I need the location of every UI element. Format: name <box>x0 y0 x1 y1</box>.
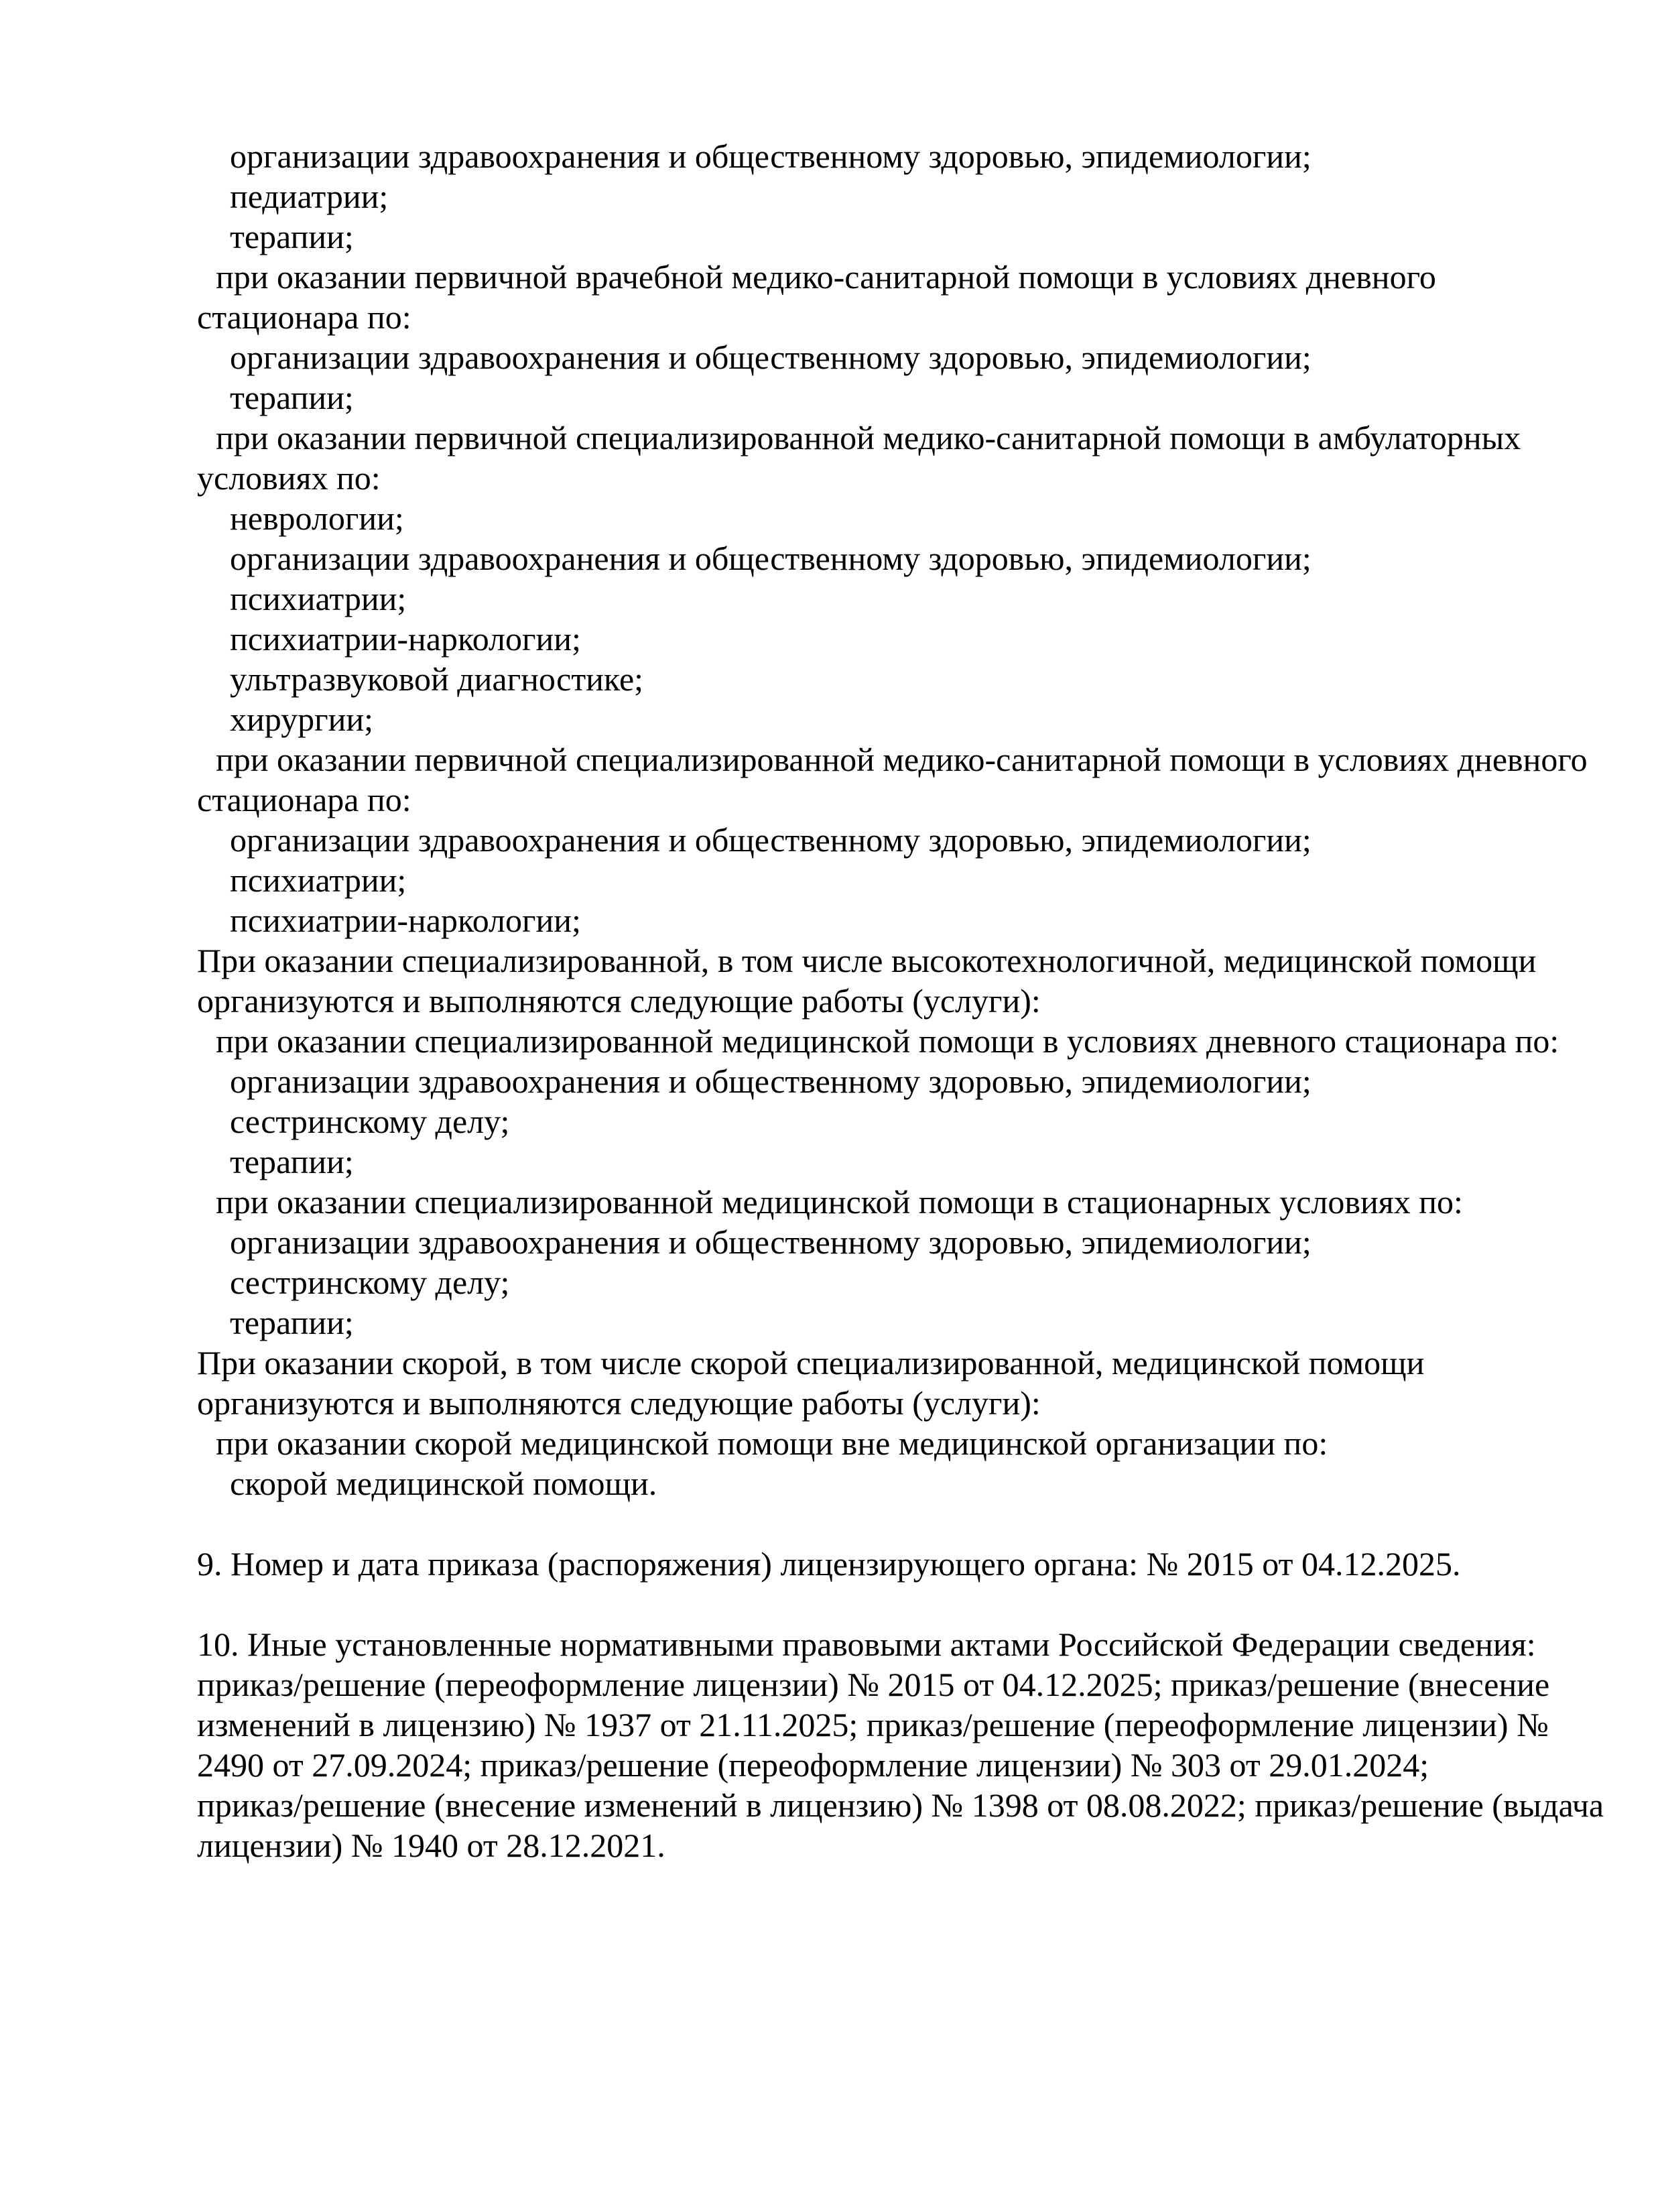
text-line: изменений в лицензию) № 1937 от 21.11.2025; приказ/решение (переоформление лицензии) № <box>197 1706 1549 1743</box>
text-line: неврологии; <box>230 499 404 537</box>
text-line: организации здравоохранения и общественному здоровью, эпидемиологии; <box>230 1062 1312 1100</box>
text-line: ультразвуковой диагностике; <box>230 660 644 698</box>
text-line: психиатрии-наркологии; <box>230 620 581 658</box>
text-line: скорой медицинской помощи. <box>230 1465 657 1502</box>
text-line: сестринскому делу; <box>230 1264 510 1301</box>
text-line: сестринскому делу; <box>230 1103 510 1140</box>
text-line: при оказании первичной врачебной медико-санитарной помощи в условиях дневного <box>216 258 1436 296</box>
text-line: организуются и выполняются следующие работы (услуги): <box>197 1384 1041 1422</box>
text-line: лицензии) № 1940 от 28.12.2021. <box>197 1827 665 1864</box>
text-line: 2490 от 27.09.2024; приказ/решение (переоформление лицензии) № 303 от 29.01.2024; <box>197 1746 1429 1784</box>
text-line: организации здравоохранения и общественному здоровью, эпидемиологии; <box>230 1223 1312 1261</box>
text-line: стационара по: <box>197 781 411 818</box>
blank-line <box>197 1584 1635 1624</box>
text-line: условиях по: <box>197 459 381 497</box>
text-line: терапии; <box>230 379 354 416</box>
text-line: 9. Номер и дата приказа (распоряжения) лицензирующего органа: № 2015 от 04.12.2025. <box>197 1545 1461 1583</box>
text-line: организации здравоохранения и общественному здоровью, эпидемиологии; <box>230 137 1312 175</box>
text-line: терапии; <box>230 1143 354 1180</box>
text-line: психиатрии-наркологии; <box>230 902 581 939</box>
text-line: организации здравоохранения и общественному здоровью, эпидемиологии; <box>230 339 1312 376</box>
text-line: хирургии; <box>230 700 374 738</box>
text-line: приказ/решение (переоформление лицензии) № 2015 от 04.12.2025; приказ/решение (внесение <box>197 1666 1550 1703</box>
text-line: терапии; <box>230 1304 354 1341</box>
text-line: при оказании первичной специализированной медико-санитарной помощи в условиях дневного <box>216 741 1588 778</box>
text-line: при оказании первичной специализированной медико-санитарной помощи в амбулаторных <box>216 419 1521 456</box>
text-line: при оказании специализированной медицинской помощи в условиях дневного стационара по: <box>216 1022 1559 1060</box>
text-line: психиатрии; <box>230 580 407 617</box>
text-line: организации здравоохранения и общественному здоровью, эпидемиологии; <box>230 540 1312 577</box>
text-line: организуются и выполняются следующие работы (услуги): <box>197 982 1041 1020</box>
blank-line <box>197 1503 1635 1544</box>
text-line: педиатрии; <box>230 178 389 215</box>
text-line: терапии; <box>230 218 354 255</box>
text-line: стационара по: <box>197 298 411 336</box>
text-line: организации здравоохранения и общественному здоровью, эпидемиологии; <box>230 821 1312 859</box>
text-line: 10. Иные установленные нормативными правовыми актами Российской Федерации сведения: <box>197 1625 1536 1663</box>
text-line: При оказании специализированной, в том числе высокотехнологичной, медицинской помощи <box>197 942 1537 979</box>
text-line: психиатрии; <box>230 861 407 899</box>
text-line: приказ/решение (внесение изменений в лицензию) № 1398 от 08.08.2022; приказ/решение (выдача <box>197 1786 1604 1824</box>
document-body <box>197 136 1635 1865</box>
text-line: при оказании специализированной медицинской помощи в стационарных условиях по: <box>216 1183 1463 1221</box>
text-line: При оказании скорой, в том числе скорой специализированной, медицинской помощи <box>197 1344 1425 1381</box>
text-line: при оказании скорой медицинской помощи вне медицинской организации по: <box>216 1424 1328 1462</box>
